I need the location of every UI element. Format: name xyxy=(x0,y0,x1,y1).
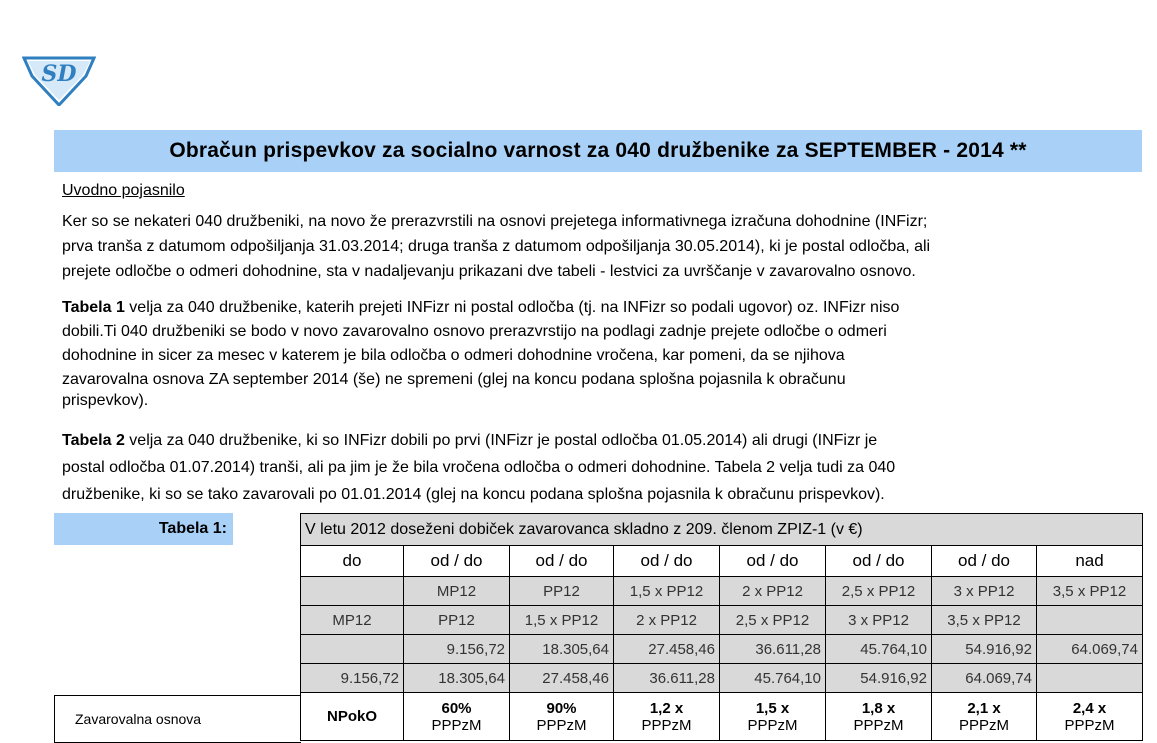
table-cell: 27.458,46 xyxy=(510,664,614,693)
p1-line: prva tranša z datumom odpošiljanja 31.03.2014; druga tranša z datumom odpošiljanja 30.05.2014), ki je postal odločba, ali xyxy=(62,238,931,255)
tabela-1-label: Tabela 1: xyxy=(54,513,233,545)
tabela1-paragraph xyxy=(62,296,1142,410)
p3-line xyxy=(62,427,1142,454)
table-cell: MP12 xyxy=(301,606,404,635)
table-cell: 9.156,72 xyxy=(404,635,510,664)
column-header: od / do xyxy=(826,546,932,577)
table-header: V letu 2012 doseženi dobiček zavarovanca skladno z 209. členom ZPIZ-1 (v €) xyxy=(301,514,1143,546)
table-cell xyxy=(301,577,404,606)
table-cell xyxy=(614,693,720,741)
zav-top: 2,4 x xyxy=(1072,699,1107,717)
table-cell: 64.069,74 xyxy=(1037,635,1143,664)
p2-line xyxy=(62,296,1142,320)
table-cell xyxy=(301,635,404,664)
value-row-upper xyxy=(301,635,1143,664)
table-cell: PP12 xyxy=(510,577,614,606)
table-cell xyxy=(826,693,932,741)
table-cell: 2,5 x PP12 xyxy=(826,577,932,606)
tabela2-bold: Tabela 2 xyxy=(62,432,125,449)
zav-bottom: PPPzM xyxy=(431,716,482,734)
table-cell: 36.611,28 xyxy=(720,635,826,664)
column-header: od / do xyxy=(510,546,614,577)
table-cell: 45.764,10 xyxy=(720,664,826,693)
table-cell xyxy=(932,693,1037,741)
table-cell xyxy=(1037,606,1143,635)
zav-bottom: PPPzM xyxy=(536,716,587,734)
zav-bottom: PPPzM xyxy=(853,716,904,734)
p3-line: družbenike, ki so se tako zavarovali po 01.01.2014 (glej na koncu podana splošna pojasnila k obračunu prispevkov). xyxy=(62,486,885,503)
column-headers xyxy=(301,546,1143,577)
table-cell: 64.069,74 xyxy=(932,664,1037,693)
zav-top: 1,2 x xyxy=(649,699,684,717)
zav-bottom: PPPzM xyxy=(747,716,798,734)
table-cell: 9.156,72 xyxy=(301,664,404,693)
table-cell xyxy=(404,693,510,741)
table-cell xyxy=(1037,664,1143,693)
tabela2-paragraph xyxy=(62,427,1142,508)
table-cell: 54.916,92 xyxy=(826,664,932,693)
zav-bottom: PPPzM xyxy=(958,716,1009,734)
column-header: do xyxy=(301,546,404,577)
logo-text: SD xyxy=(41,61,77,87)
table-cell: 18.305,64 xyxy=(404,664,510,693)
table-cell xyxy=(1037,693,1143,741)
table-cell: 45.764,10 xyxy=(826,635,932,664)
table-cell xyxy=(301,693,404,741)
zavarovalna-osnova-label: Zavarovalna osnova xyxy=(54,695,301,743)
zav-top: NPokO xyxy=(326,708,377,725)
p2-line: dobili.Ti 040 družbeniki se bodo v novo zavarovalno osnovo prerazvrstijo na podlagi zadnje prejete odločbe o odmeri xyxy=(62,323,887,340)
column-header: od / do xyxy=(720,546,826,577)
zav-top: 1,8 x xyxy=(861,699,896,717)
zav-top: 90% xyxy=(546,699,577,717)
table-cell: 2 x PP12 xyxy=(720,577,826,606)
zav-top: 60% xyxy=(441,699,472,717)
intro-heading: Uvodno pojasnilo xyxy=(62,182,185,199)
zav-top: 1,5 x xyxy=(755,699,790,717)
table-cell: 3 x PP12 xyxy=(932,577,1037,606)
ref-row-upper xyxy=(301,577,1143,606)
table-cell: 3,5 x PP12 xyxy=(1037,577,1143,606)
zav-bottom: PPPzM xyxy=(641,716,692,734)
page-title: Obračun prispevkov za socialno varnost za 040 družbenike za SEPTEMBER - 2014 ** xyxy=(54,130,1142,172)
table-cell: PP12 xyxy=(404,606,510,635)
table-cell xyxy=(720,693,826,741)
value-row-lower xyxy=(301,664,1143,693)
tabela1-bold: Tabela 1 xyxy=(62,299,125,316)
column-header: od / do xyxy=(614,546,720,577)
table-cell: 2 x PP12 xyxy=(614,606,720,635)
company-logo xyxy=(22,50,96,106)
table-cell xyxy=(510,693,614,741)
table-cell: 2,5 x PP12 xyxy=(720,606,826,635)
table-cell: 3,5 x PP12 xyxy=(932,606,1037,635)
p2-text: velja za 040 družbenike, katerih prejeti INFizr ni postal odločba (tj. na INFizr so podali ugovor) oz. INFizr niso xyxy=(124,299,900,316)
intro-paragraph-1 xyxy=(62,209,1142,284)
p2-line: zavarovalna osnova ZA september 2014 (še) ne spremeni (glej na koncu podana splošna pojasnila k obračunu xyxy=(62,371,846,388)
p1-line: Ker so se nekateri 040 družbeniki, na novo že prerazvrstili na osnovi prejetega informativnega izračuna dohodnine (INFizr; xyxy=(62,213,928,230)
p2-line: prispevkov). xyxy=(62,392,149,409)
table-cell: 36.611,28 xyxy=(614,664,720,693)
table-cell: 18.305,64 xyxy=(510,635,614,664)
p1-line: prejete odločbe o odmeri dohodnine, sta v nadaljevanju prikazani dve tabeli - lestvici za uvrščanje v zavarovalno osnovo. xyxy=(62,263,916,280)
table-cell: 1,5 x PP12 xyxy=(614,577,720,606)
zav-bottom: PPPzM xyxy=(1064,716,1115,734)
table-cell: 54.916,92 xyxy=(932,635,1037,664)
column-header: nad xyxy=(1037,546,1143,577)
table-cell: MP12 xyxy=(404,577,510,606)
table-cell: 27.458,46 xyxy=(614,635,720,664)
zav-top: 2,1 x xyxy=(967,699,1001,717)
p3-line: postal odločba 01.07.2014) tranši, ali pa jim je že bila vročena odločba o odmeri dohodnine. Tabela 2 velja tudi za 040 xyxy=(62,459,896,476)
column-header: od / do xyxy=(404,546,510,577)
zavarovalna-osnova-row xyxy=(301,693,1143,741)
ref-row-lower xyxy=(301,606,1143,635)
p2-line: dohodnine in sicer za mesec v katerem je bila odločba o odmeri dohodnine vročena, kar pomeni, da se njihova xyxy=(62,347,845,364)
column-header: od / do xyxy=(932,546,1037,577)
table-cell: 1,5 x PP12 xyxy=(510,606,614,635)
table-cell: 3 x PP12 xyxy=(826,606,932,635)
p3-text: velja za 040 družbenike, ki so INFizr dobili po prvi (INFizr je postal odločba 01.05.2014) ali drugi (INFizr je xyxy=(124,432,878,449)
tabela-1 xyxy=(300,513,1143,741)
